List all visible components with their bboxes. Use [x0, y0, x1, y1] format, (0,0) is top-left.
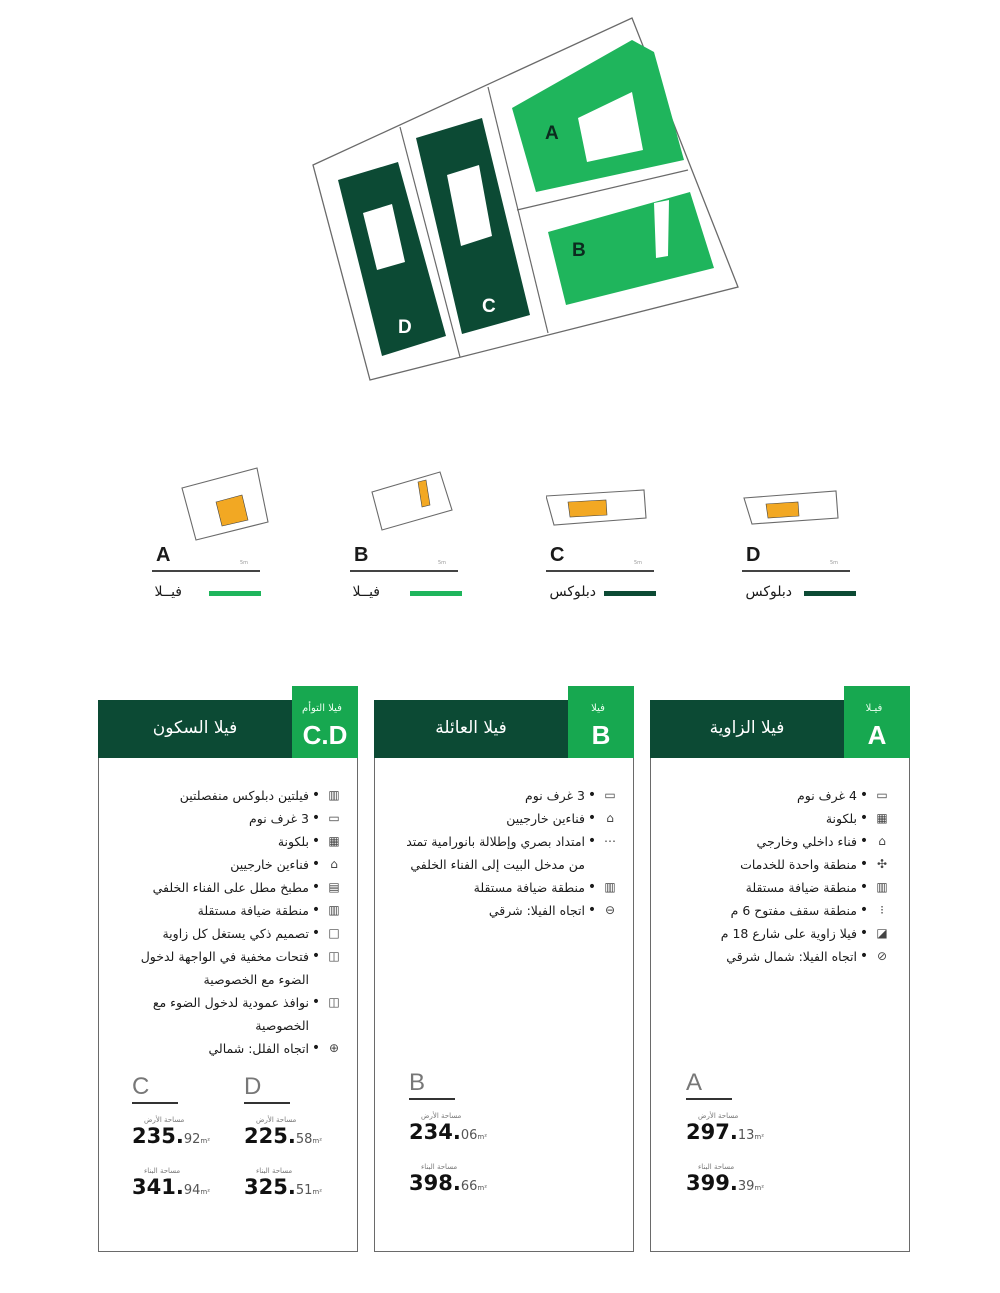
plot-type-label: دبلوكس: [745, 584, 792, 600]
window-icon: ◫: [328, 949, 340, 963]
feature-text: اتجاه الفيلا: شمال شرقي: [726, 949, 857, 964]
compass-icon: ⊘: [876, 949, 888, 963]
feature-item: [683, 945, 893, 968]
smart-design-icon: □: [328, 926, 340, 940]
bullet: •: [859, 856, 869, 872]
bullet: •: [311, 1040, 321, 1056]
plot-key-d: [742, 460, 882, 620]
compass-icon: ⊕: [328, 1041, 340, 1055]
land-area-value: 225.58m²: [244, 1124, 322, 1148]
area-integer: 398: [409, 1171, 453, 1195]
feature-item: [121, 1037, 345, 1060]
build-area-label: مساحة البناء: [421, 1163, 458, 1171]
feature-text: 4 غرف نوم: [797, 788, 857, 803]
feature-text: منطقة واحدة للخدمات: [740, 857, 857, 872]
unit-underline: [409, 1098, 455, 1100]
feature-item: [683, 807, 893, 830]
area-unit: m²: [200, 1137, 210, 1145]
bullet: •: [311, 879, 321, 895]
scale-mark: 5m: [240, 560, 249, 566]
area-unit: m²: [312, 1188, 322, 1196]
bullet: •: [859, 925, 869, 941]
feature-item: [121, 830, 345, 853]
card-tab-code: A: [867, 720, 887, 750]
land-area-label: مساحة الأرض: [421, 1112, 462, 1120]
bullet: •: [311, 948, 321, 964]
bed-icon: ▭: [328, 811, 340, 825]
scale-mark: 5m: [634, 560, 643, 566]
courtyard-icon: ⌂: [878, 834, 886, 848]
service-icon: ✣: [876, 857, 888, 871]
plot-type-legend-bar: [209, 591, 261, 596]
plot-thumbnail-b: [350, 460, 490, 545]
feature-item: [391, 899, 621, 922]
feature-text: تصميم ذكي يستغل كل زاوية: [162, 926, 309, 941]
villa-card-b: [374, 686, 634, 1253]
guest-area-icon: ▥: [604, 880, 616, 894]
bullet: •: [587, 787, 597, 803]
unit-stats-d: [244, 1074, 354, 1204]
feature-list: [121, 784, 345, 1060]
feature-text: منطقة ضيافة مستقلة: [197, 903, 309, 918]
feature-text: نوافذ عمودية لدخول الضوء مع الخصوصية: [152, 995, 309, 1033]
unit-stats-b: [409, 1070, 519, 1200]
land-area-label: مساحة الأرض: [144, 1116, 185, 1124]
feature-item: [391, 807, 621, 830]
bullet: •: [311, 787, 321, 803]
feature-text: فناء داخلي وخارجي: [756, 834, 857, 849]
bullet: •: [587, 810, 597, 826]
bed-icon: ▭: [604, 788, 616, 802]
unit-underline: [686, 1098, 732, 1100]
area-integer: 341: [132, 1175, 176, 1199]
feature-item: [121, 853, 345, 876]
unit-underline: [244, 1102, 290, 1104]
villa-card-a: [650, 686, 910, 1253]
area-integer: 297: [686, 1120, 730, 1144]
bullet: •: [311, 994, 321, 1010]
card-tab: [844, 686, 910, 758]
panorama-icon: ⋯: [604, 834, 616, 848]
plot-key-letter: A: [156, 544, 171, 566]
feature-text: 3 غرف نوم: [525, 788, 585, 803]
site-plan: [0, 0, 1000, 420]
ceiling-icon: ⁝: [880, 903, 884, 917]
plot-key-b: [350, 460, 490, 620]
card-tab-subtitle: فيلا: [591, 703, 605, 714]
feature-item: [121, 945, 345, 991]
feature-text: بلكونة: [825, 811, 857, 826]
area-unit: m²: [754, 1133, 764, 1141]
plot-type-legend-bar: [410, 591, 462, 596]
area-unit: m²: [754, 1184, 764, 1192]
plot-type-legend-bar: [804, 591, 856, 596]
unit-letter: B: [409, 1069, 426, 1096]
area-decimal: 51: [295, 1183, 313, 1198]
bullet: •: [587, 879, 597, 895]
area-unit: m²: [477, 1133, 487, 1141]
card-title: فيلا السكون: [152, 718, 238, 738]
area-decimal: 92: [183, 1132, 201, 1147]
feature-list: [683, 784, 893, 968]
area-decimal: 13: [737, 1128, 755, 1143]
feature-text: منطقة سقف مفتوح 6 م: [730, 903, 857, 918]
card-body: [98, 758, 358, 1252]
guest-area-icon: ▥: [328, 903, 340, 917]
feature-text: فناءين خارجيين: [506, 811, 585, 826]
plot-key-underline: [152, 570, 260, 572]
plot-key-letter: B: [354, 544, 369, 566]
card-tab: [568, 686, 634, 758]
card-body: [650, 758, 910, 1252]
feature-text: 3 غرف نوم: [249, 811, 309, 826]
bullet: •: [859, 948, 869, 964]
plot-thumbnail-a: [152, 460, 292, 545]
plot-label-a: A: [545, 123, 559, 144]
feature-text: منطقة ضيافة مستقلة: [745, 880, 857, 895]
feature-text: منطقة ضيافة مستقلة: [473, 880, 585, 895]
bed-icon: ▭: [876, 788, 888, 802]
feature-text: فناءين خارجيين: [230, 857, 309, 872]
feature-item: [683, 784, 893, 807]
plot-label-b: B: [572, 240, 586, 261]
scale-mark: 5m: [830, 560, 839, 566]
card-tab-code: C.D: [302, 720, 348, 750]
feature-item: [683, 853, 893, 876]
plot-key-underline: [742, 570, 850, 572]
area-integer: 225: [244, 1124, 288, 1148]
feature-item: [121, 784, 345, 807]
land-area-value: 235.92m²: [132, 1124, 210, 1148]
courtyard-icon: ⌂: [606, 811, 614, 825]
feature-item: [121, 807, 345, 830]
unit-letter: C: [132, 1073, 150, 1100]
area-decimal: 94: [183, 1183, 201, 1198]
feature-item: [121, 899, 345, 922]
area-decimal: 66: [460, 1179, 478, 1194]
window-icon: ◫: [328, 995, 340, 1009]
feature-item: [683, 899, 893, 922]
feature-text: فتحات مخفية في الواجهة لدخول الضوء مع الخصوصية: [140, 949, 309, 987]
feature-item: [683, 876, 893, 899]
bullet: •: [859, 902, 869, 918]
build-area-value: 399.39m²: [686, 1171, 764, 1195]
unit-stats-a: [686, 1070, 796, 1200]
feature-text: مطبخ مطل على الفناء الخلفي: [152, 880, 309, 895]
build-area-value: 398.66m²: [409, 1171, 487, 1195]
build-area-label: مساحة البناء: [698, 1163, 735, 1171]
unit-underline: [132, 1102, 178, 1104]
feature-text: امتداد بصري وإطلالة بانورامية تمتد من مدخل البيت إلى الفناء الخلفي: [406, 834, 585, 872]
land-area-value: 234.06m²: [409, 1120, 487, 1144]
bullet: •: [311, 833, 321, 849]
villa-card-cd: [98, 686, 358, 1253]
build-area-value: 325.51m²: [244, 1175, 322, 1199]
unit-letter: A: [686, 1069, 703, 1096]
plot-type-label: دبلوكس: [549, 584, 596, 600]
feature-item: [391, 830, 621, 876]
unit-stats-c: [132, 1074, 242, 1204]
bullet: •: [859, 787, 869, 803]
card-body: [374, 758, 634, 1252]
feature-text: فيلا زاوية على شارع 18 م: [720, 926, 857, 941]
plot-thumbnail-c: [546, 460, 686, 545]
area-integer: 325: [244, 1175, 288, 1199]
kitchen-icon: ▤: [328, 880, 340, 894]
balcony-icon: ▦: [328, 834, 340, 848]
duplex-icon: ▥: [328, 788, 340, 802]
scale-mark: 5m: [438, 560, 447, 566]
feature-list: [391, 784, 621, 922]
card-tab-subtitle: فيلا التوأم: [302, 703, 342, 714]
bullet: •: [311, 902, 321, 918]
feature-item: [121, 876, 345, 899]
plot-key-letter: C: [550, 544, 565, 566]
area-unit: m²: [200, 1188, 210, 1196]
card-title: فيلا العائلة: [435, 718, 507, 738]
build-area-value: 341.94m²: [132, 1175, 210, 1199]
feature-item: [391, 876, 621, 899]
build-area-label: مساحة البناء: [144, 1167, 181, 1175]
feature-text: بلكونة: [277, 834, 309, 849]
bullet: •: [859, 810, 869, 826]
land-area-label: مساحة الأرض: [256, 1116, 297, 1124]
bullet: •: [311, 856, 321, 872]
bullet: •: [311, 925, 321, 941]
feature-text: اتجاه الفلل: شمالي: [208, 1041, 309, 1056]
feature-item: [391, 784, 621, 807]
area-integer: 234: [409, 1120, 453, 1144]
bullet: •: [859, 833, 869, 849]
land-area-label: مساحة الأرض: [698, 1112, 739, 1120]
plot-label-c: C: [482, 296, 496, 317]
area-unit: m²: [477, 1184, 487, 1192]
build-area-label: مساحة البناء: [256, 1167, 293, 1175]
compass-icon: ⊖: [604, 903, 616, 917]
area-decimal: 06: [460, 1128, 478, 1143]
feature-item: [683, 922, 893, 945]
guest-area-icon: ▥: [876, 880, 888, 894]
unit-letter: D: [244, 1073, 262, 1100]
bullet: •: [311, 810, 321, 826]
feature-item: [121, 922, 345, 945]
plot-key-a: [152, 460, 292, 620]
plot-key-letter: D: [746, 544, 761, 566]
card-tab: [292, 686, 358, 758]
card-tab-subtitle: فيـلا: [865, 703, 883, 714]
feature-text: اتجاه الفيلا: شرقي: [488, 903, 585, 918]
area-unit: m²: [312, 1137, 322, 1145]
card-title: فيلا الزاوية: [709, 718, 785, 738]
feature-item: [121, 991, 345, 1037]
corner-icon: ◪: [876, 926, 888, 940]
plot-label-d: D: [398, 317, 412, 338]
bullet: •: [859, 879, 869, 895]
land-area-value: 297.13m²: [686, 1120, 764, 1144]
area-integer: 399: [686, 1171, 730, 1195]
area-decimal: 39: [737, 1179, 755, 1194]
balcony-icon: ▦: [876, 811, 888, 825]
bullet: •: [587, 833, 597, 849]
plot-type-label: فيــلا: [154, 584, 182, 600]
plot-type-legend-bar: [604, 591, 656, 596]
plot-key-underline: [546, 570, 654, 572]
feature-text: فيلتين دبلوكس منفصلتين: [179, 788, 309, 803]
bullet: •: [587, 902, 597, 918]
area-decimal: 58: [295, 1132, 313, 1147]
card-tab-code: B: [591, 720, 611, 750]
feature-item: [683, 830, 893, 853]
courtyard-icon: ⌂: [330, 857, 338, 871]
plot-key-c: [546, 460, 686, 620]
plot-key-underline: [350, 570, 458, 572]
area-integer: 235: [132, 1124, 176, 1148]
plot-thumbnail-d: [742, 460, 882, 545]
plot-type-label: فيــلا: [352, 584, 380, 600]
